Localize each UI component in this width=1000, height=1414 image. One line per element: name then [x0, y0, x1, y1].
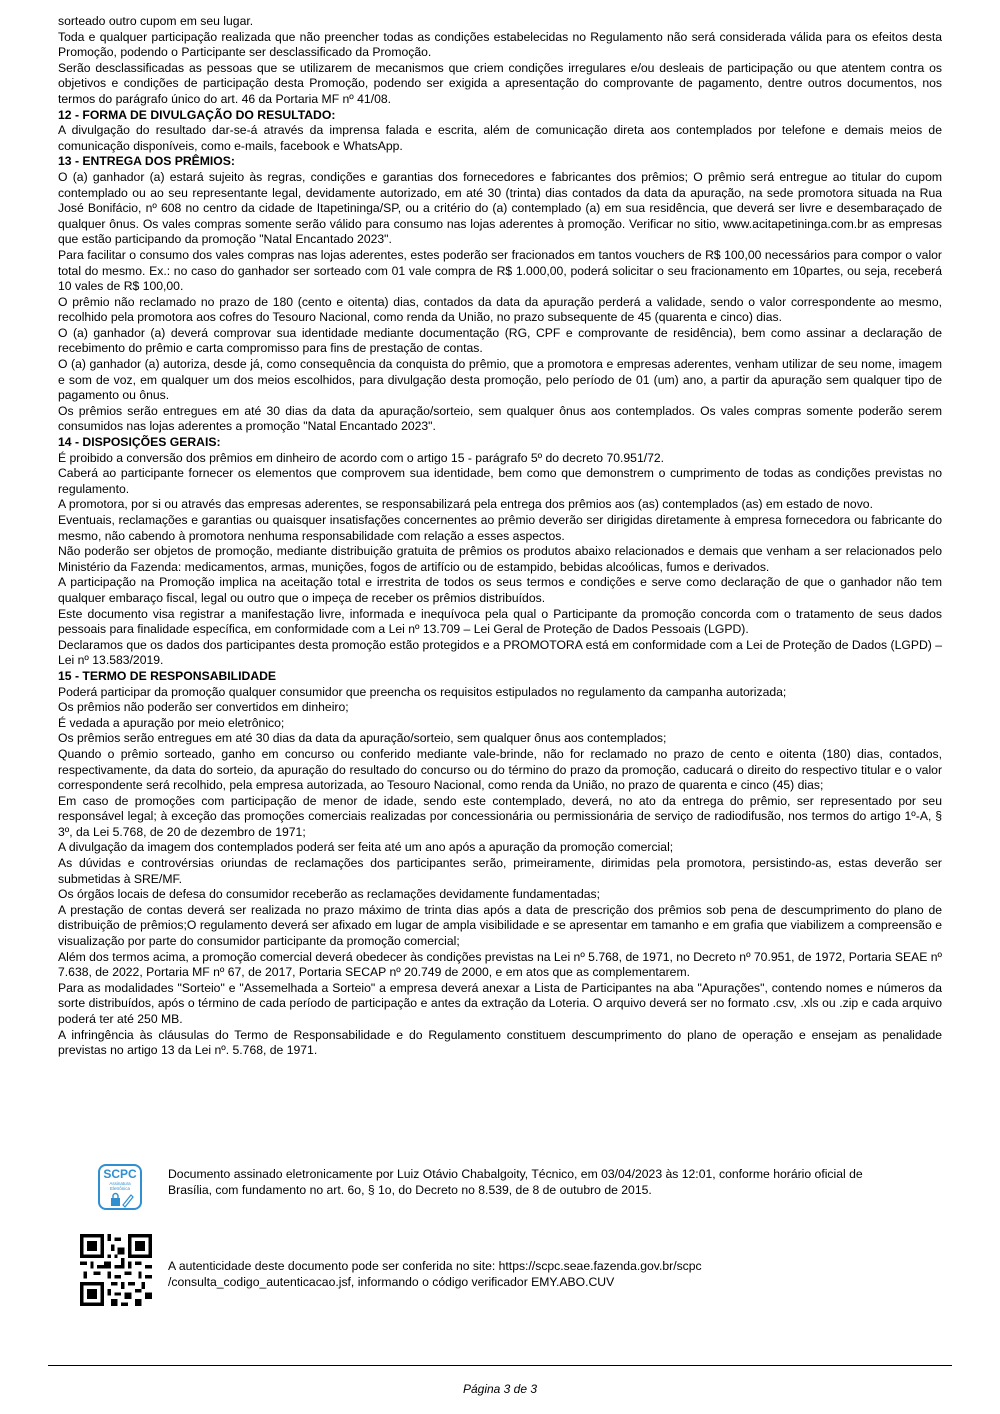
paragraph: Em caso de promoções com participação de menor de idade, sendo este contemplado, deverá, no ato da entrega do prêmio, ser representado por seu responsável legal; à exceção das promoções comerciais realizadas por concessionária ou permissionária de serviço de radiodifusão, nos termos do artigo 1º-A, § 3º, da Lei 5.768, de 20 de dezembro de 1971;	[58, 793, 942, 839]
authenticity-line-2: /consulta_codigo_autenticacao.jsf, informando o código verificador EMY.ABO.CUV	[168, 1275, 615, 1289]
paragraph: É proibido a conversão dos prêmios em dinheiro de acordo com o artigo 15 - parágrafo 5º do decreto 70.951/72.	[58, 450, 665, 465]
paragraph: A divulgação da imagem dos contemplados poderá ser feita até um ano após a apuração da promoção comercial;	[58, 840, 674, 855]
paragraph: Declaramos que os dados dos participantes desta promoção estão protegidos e a PROMOTORA está em conformidade com a Lei de Proteção de Dados (LGPD) – Lei nº 13.583/2019.	[58, 637, 942, 668]
paragraph: Para as modalidades "Sorteio" e "Assemelhada a Sorteio" a empresa deverá anexar a Lista de Participantes na aba "Apurações", contendo nomes e números da sorte distribuídos, após o término de cada período de participação e antes da extração da Loteria. O arquivo deverá ser no formato .csv, .xls ou .zip e cada arquivo poderá ter até 250 MB.	[58, 980, 942, 1026]
scpc-signature-badge-icon	[98, 1164, 142, 1210]
section-heading: 15 - TERMO DE RESPONSABILIDADE	[58, 668, 277, 683]
paragraph: Não poderão ser objetos de promoção, mediante distribuição gratuita de prêmios os produtos abaixo relacionados e demais que venham a ser relacionados pelo Ministério da Fazenda: medicamentos, armas, munições, fogos de artifício ou de estampido, bebidas alcoólicas, fumos e derivados.	[58, 544, 942, 574]
paragraph: É vedada a apuração por meio eletrônico;	[58, 715, 285, 730]
paragraph: O (a) ganhador (a) autoriza, desde já, como consequência da conquista do prêmio, que a promotora e empresas aderentes, venham utilizar de seu nome, imagem e som de voz, em qualquer um dos meios escolhidos, para divulgação desta promoção, pelo período de 01 (um) ano, a partir da apuração sem qualquer tipo de pagamento ou ônus.	[58, 357, 942, 403]
paragraph: O prêmio não reclamado no prazo de 180 (cento e oitenta) dias, contados da data da apuração perderá a validade, sendo o valor correspondente ao mesmo, recolhido pela promotora aos cofres do Tesouro Nacional, como renda da União, no prazo subsequente de 45 (quarenta e cinco) dias.	[58, 294, 942, 325]
paragraph: As dúvidas e controvérsias oriundas de reclamações dos participantes serão, primeiramente, dirimidas pela promotora, persistindo-as, estas deverão ser submetidas à SRE/MF.	[58, 856, 942, 886]
section-heading: 12 - FORMA DE DIVULGAÇÃO DO RESULTADO:	[58, 107, 336, 122]
paragraph: Serão desclassificadas as pessoas que se utilizarem de mecanismos que criem condições irregulares e/ou desleais de participação ou que atentem contra os objetivos e condições de participação desta Promoção, podendo ser exigida a apresentação do comprovante de pagamento, dentre outros documentos, nos termos do parágrafo único do art. 46 da Portaria MF nº 41/08.	[58, 60, 942, 106]
paragraph: A participação na Promoção implica na aceitação total e irrestrita de todos os seus termos e condições e serve como declaração de que o ganhador não tem qualquer embaraço fiscal, legal ou outro que o impeça de receber os prêmios distribuídos.	[58, 575, 942, 605]
paragraph: Poderá participar da promoção qualquer consumidor que preencha os requisitos estipulados no regulamento da campanha autorizada;	[58, 684, 787, 699]
paragraph: Toda e qualquer participação realizada que não preencher todas as condições estabelecidas no Regulamento não será considerada válida para os efeitos desta Promoção, podendo o Participante ser desclassificado da Promoção.	[58, 29, 942, 60]
signature-text: Documento assinado eletronicamente por Luiz Otávio Chabalgoity, Técnico, em 03/04/2023 às 12:01, conforme horário oficial de Brasília, com fundamento no art. 6o, § 1o, do Decreto no 8.539, de 8 de outubro de 2015.	[168, 1167, 863, 1197]
paragraph: O (a) ganhador (a) deverá comprovar sua identidade mediante documentação (RG, CPF e comprovante de residência), bem como assinar a declaração de recebimento do prêmio e carta compromisso para fins de prestação de contas.	[58, 325, 942, 356]
authenticity-text	[168, 1258, 908, 1290]
paragraph: Este documento visa registrar a manifestação livre, informada e inequívoca pela qual o Participante da promoção concorda com o tratamento de seus dados pessoais para finalidade específica, em conformidade com a Lei nº 13.709 – Lei Geral de Proteção de Dados Pessoais (LGPD).	[58, 606, 942, 637]
page-number: Página 3 de 3	[462, 1382, 538, 1396]
paragraph: Eventuais, reclamações e garantias ou quaisquer insatisfações concernentes ao prêmio deverão ser dirigidas diretamente à empresa fornecedora ou fabricante do mesmo, não cabendo à promotora nenhuma responsabilidade com relação a esses aspectos.	[58, 513, 942, 543]
section-heading: 13 - ENTREGA DOS PRÊMIOS:	[58, 154, 235, 169]
paragraph: A infringência às cláusulas do Termo de Responsabilidade e do Regulamento constituem descumprimento do plano de operação e ensejam as penalidade previstas no artigo 13 da Lei nº. 5.768, de 1971.	[58, 1027, 942, 1058]
authenticity-line-1: A autenticidade deste documento pode ser conferida no site: https://scpc.seae.fazenda.gov.br/scpc	[168, 1259, 702, 1273]
paragraph: A divulgação do resultado dar-se-á através da imprensa falada e escrita, além de comunicação direta aos contemplados por telefone e demais meios de comunicação disponíveis, como e-mails, facebook e WhatsApp.	[58, 123, 942, 153]
paragraph: Os prêmios não poderão ser convertidos em dinheiro;	[58, 700, 349, 715]
paragraph: Quando o prêmio sorteado, ganho em concurso ou conferido mediante vale-brinde, não for reclamado no prazo de cento e oitenta (180) dias, contados, respectivamente, da data do sorteio, da apuração do resultado do concurso ou do término do prazo da promoção, caducará o direito do respectivo titular e o valor correspondente será recolhido, pela empresa autorizada, ao Tesouro Nacional, como renda da União, no prazo de quarenta e cinco (45) dias;	[58, 746, 942, 793]
paragraph: Para facilitar o consumo dos vales compras nas lojas aderentes, estes poderão ser fracionados em tantos vouchers de R$ 100,00 necessários para compor o valor total do mesmo. Ex.: no caso do ganhador ser sorteado com 01 vale compra de R$ 1.000,00, poderá solicitar o seu fracionamento em 10partes, ou seja, receberá 10 vales de R$ 100,00.	[58, 247, 942, 294]
document-body	[58, 14, 942, 1059]
paragraph: Os prêmios serão entregues em até 30 dias da data da apuração/sorteio, sem qualquer ônus aos contemplados;	[58, 731, 667, 746]
badge-title: SCPC	[103, 1167, 137, 1181]
paragraph: A promotora, por si ou através das empresas aderentes, se responsabilizará pela entrega dos prêmios aos (as) contemplados (as) em estado de novo.	[58, 497, 873, 512]
qr-code-icon	[80, 1234, 152, 1306]
badge-subtitle: Assinatura Eletrônica	[109, 1181, 131, 1191]
paragraph: O (a) ganhador (a) estará sujeito às regras, condições e garantias dos fornecedores e fabricantes dos prêmios; O prêmio será entregue ao titular do cupom contemplado ou ao seu representante legal, devidamente autorizado, em até 30 (trinta) dias contados da data da apuração, na sede promotora situada na Rua José Bonifácio, nº 608 no centro da cidade de Itapetininga/SP, ou a critério do (a) contemplado (a) em sua residência, que deverá ser livre e desembaraçado de qualquer ônus. Os vales compras somente serão válido para consumo nas lojas aderentes à promoção. Verificar no sitio, www.acitapetininga.com.br as empresas que estão participando da promoção "Natal Encantado 2023".	[58, 169, 942, 247]
footer-divider	[48, 1365, 952, 1366]
paragraph: sorteado outro cupom em seu lugar.	[58, 14, 254, 28]
paragraph: Caberá ao participante fornecer os elementos que comprovem sua identidade, bem como que demonstrem o cumprimento de todas as condições previstas no regulamento.	[58, 466, 942, 496]
section-heading: 14 - DISPOSIÇÕES GERAIS:	[58, 435, 221, 450]
paragraph: A prestação de contas deverá ser realizada no prazo máximo de trinta dias após a data de prescrição dos prêmios sob pena de descumprimento do plano de distribuição de prêmios;O regulamento deverá ser afixado em lugar de ampla visibilidade e se apresentar em tamanho e em grafia que viabilizem a compreensão e visualização por parte do consumidor participante da promoção comercial;	[58, 902, 942, 949]
paragraph: Além dos termos acima, a promoção comercial deverá obedecer às condições previstas na Lei nº 5.768, de 1971, no Decreto nº 70.951, de 1972, Portaria SEAE nº 7.638, de 2022, Portaria MF nº 67, de 2017, Portaria SECAP nº 20.749 de 2000, e em atos que as complementarem.	[58, 949, 942, 980]
paragraph: Os prêmios serão entregues em até 30 dias da data da apuração/sorteio, sem qualquer ônus aos contemplados. Os vales compras somente poderão serem consumidos nas lojas aderentes a promoção "Natal Encantado 2023".	[58, 403, 942, 434]
paragraph: Os órgãos locais de defesa do consumidor receberão as reclamações devidamente fundamentadas;	[58, 887, 600, 902]
